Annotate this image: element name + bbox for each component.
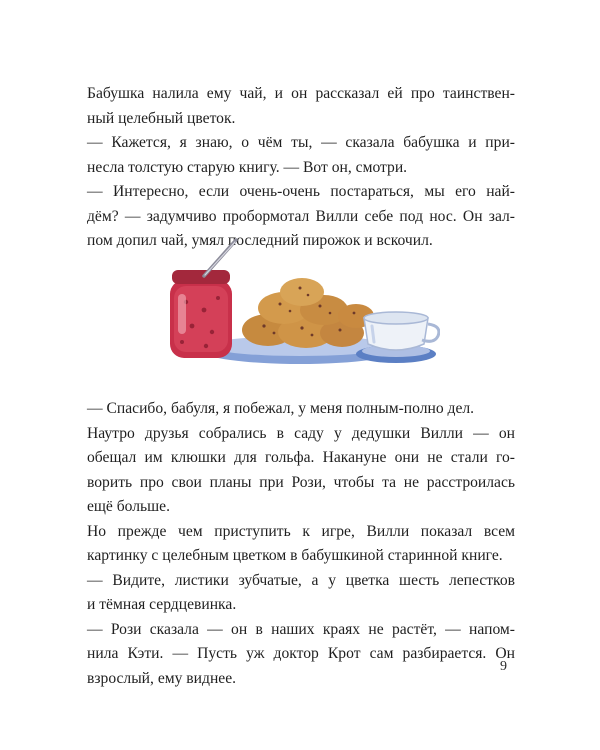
paragraph (87, 520, 515, 569)
text-line: ещё больше. (87, 498, 170, 515)
text-line: — Спасибо, бабуля, я побежал, у меня полным-полно дел. (87, 400, 475, 417)
text-line: обещал им клюшки для гольфа. Накануне они не стали го- (87, 449, 515, 466)
text-line: нила Кэти. — Пусть уж доктор Крот сам разбирается. Он (87, 645, 515, 662)
text-line: взрослый, ему виднее. (87, 669, 237, 687)
paragraph (87, 82, 515, 131)
text-line: несла толстую старую книгу. — Вот он, смотри. (87, 158, 408, 176)
text-line: дём? — задумчиво пробормотал Вилли себе под нос. Он зал- (87, 207, 515, 225)
text-line: — Кажется, я знаю, о чём ты, — сказала бабушка и при- (87, 134, 515, 151)
tea-cup (364, 312, 439, 350)
text-line: ный целебный цветок. (87, 109, 236, 127)
text-line: Но прежде чем приступить к игре, Вилли показал всем (87, 522, 515, 540)
text-line: — Интересно, если очень-очень постараться, мы его най- (87, 183, 515, 200)
paragraph (87, 569, 515, 618)
text-line: Наутро друзья собрались в саду у дедушки Вилли — он (87, 424, 515, 442)
text-line: пом допил чай, умял последний пирожок и вскочил. (87, 232, 433, 249)
paragraph (87, 422, 515, 520)
text-line: Бабушка налила ему чай, и он рассказал ей про таинствен- (87, 85, 515, 102)
page-number: 9 (500, 659, 507, 674)
text-block-top (87, 82, 515, 254)
paragraph (87, 131, 515, 180)
text-line: ворить про свои планы при Рози, чтобы та не расстроилась (87, 473, 515, 491)
jam-jar (170, 270, 232, 358)
text-line: — Рози сказала — он в наших краях не растёт, — напом- (87, 620, 515, 638)
tea-and-jam-illustration (160, 238, 440, 378)
paragraph (87, 397, 515, 422)
buns-pile (242, 278, 374, 348)
text-line: — Видите, листики зубчатые, а у цветка шесть лепестков (87, 571, 515, 589)
text-line: картинку с целебным цветком в бабушкиной старинной книге. (87, 547, 503, 564)
text-block-bottom (87, 397, 515, 691)
text-line: и тёмная сердцевинка. (87, 596, 237, 613)
paragraph (87, 618, 515, 692)
